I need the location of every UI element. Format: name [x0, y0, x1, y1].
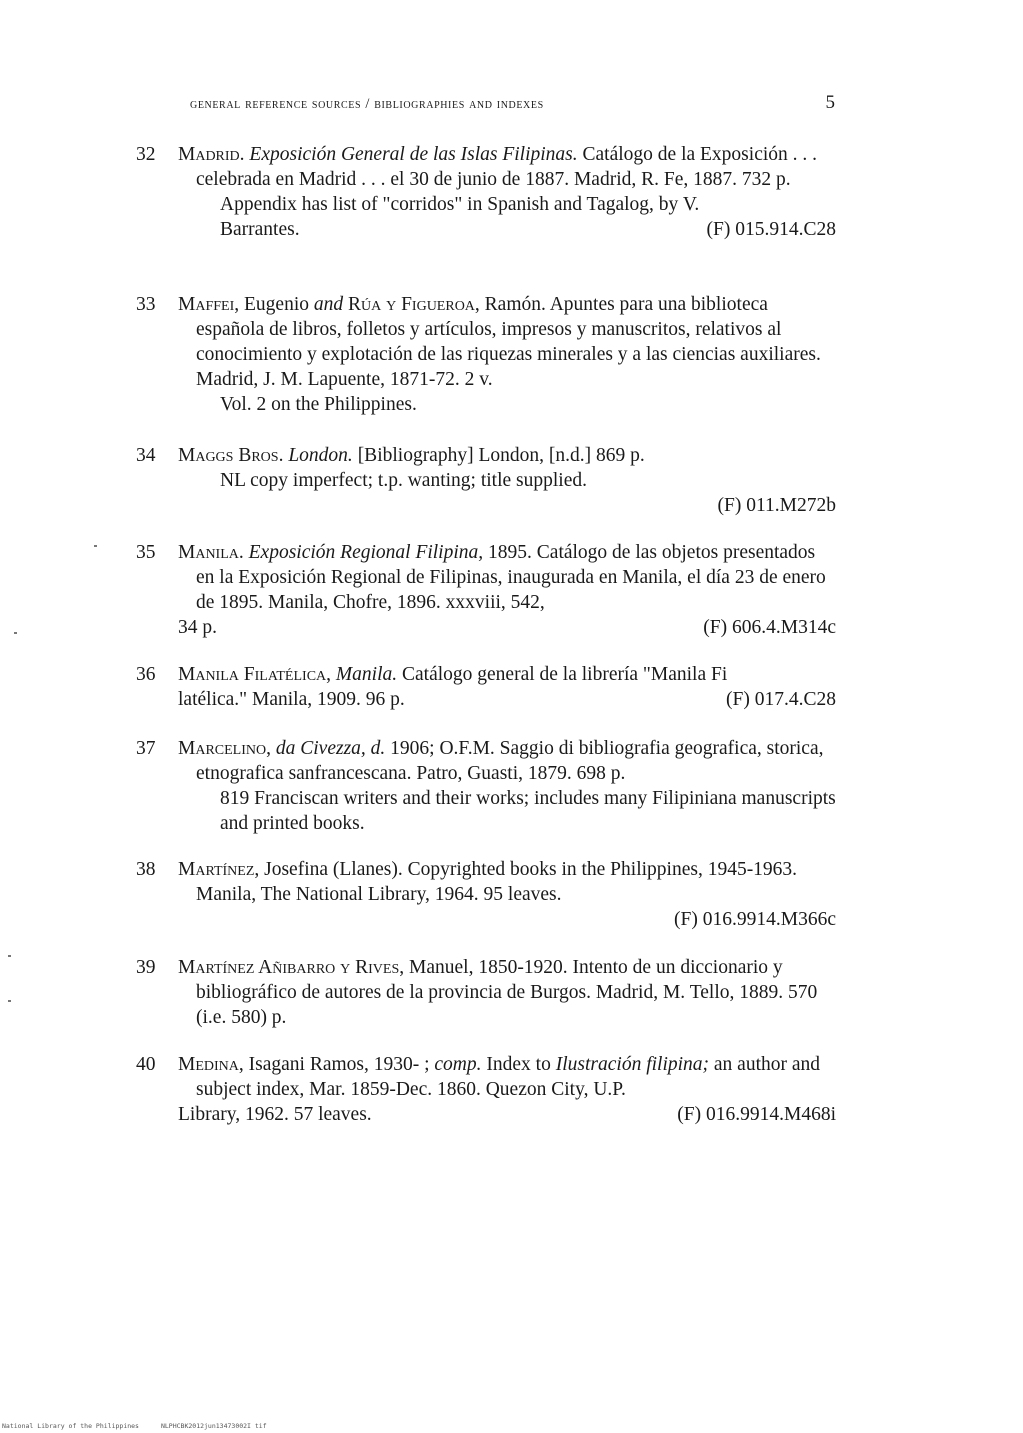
- entry-body: [178, 857, 836, 932]
- entry-text: , Manuel, 1850-1920. Intento de un diccionario y bibliográfico de autores de la provincia de Burgos. Madrid, M. Tello, 1889. 570 (i.e. 580) p.: [196, 957, 818, 1028]
- entry-title: Manila.: [335, 664, 398, 685]
- entry-note: [220, 192, 836, 242]
- entry-title: London.: [288, 445, 353, 466]
- entry-body: [178, 1052, 836, 1127]
- entry-33: [136, 292, 836, 417]
- call-number: (F) 015.914.C28: [706, 219, 836, 240]
- entry-38: [136, 857, 836, 932]
- entry-36: [136, 662, 836, 712]
- entry-text: Catálogo general de la librería "Manila Fi: [397, 664, 728, 685]
- entry-note: Vol. 2 on the Philippines.: [220, 394, 417, 415]
- call-number: (F) 011.M272b: [717, 495, 836, 516]
- entry-number: 32: [136, 144, 156, 165]
- scan-speck: [8, 1000, 11, 1002]
- entry-37: [136, 736, 836, 836]
- entry-body: [178, 292, 836, 417]
- entry-text-pre: , Isagani Ramos, 1930- ;: [238, 1054, 435, 1075]
- entry-number: 33: [136, 294, 156, 315]
- entry-text: [Bibliography] London, [n.d.] 869 p.: [352, 445, 645, 466]
- entry-last-row: [178, 687, 836, 712]
- entry-number: 40: [136, 1054, 156, 1075]
- scan-footer: [2, 1422, 402, 1430]
- page-number: 5: [825, 92, 835, 113]
- entry-coauthor: Rúa y Figueroa: [343, 294, 475, 315]
- entry-number: 39: [136, 957, 156, 978]
- entry-last-row: [178, 615, 836, 640]
- entry-author: Maggs Bros.: [178, 445, 284, 466]
- entry-text: 1895. Catálogo de las objetos presentados en la Exposición Regional de Filipinas, inaugurada en Manila, el día 23 de enero de 1895. Manila, Chofre, 1896. xxxviii, 542,: [196, 542, 826, 613]
- scan-speck: [94, 545, 97, 547]
- entry-author: Martínez Añibarro y Rives: [178, 957, 400, 978]
- entry-role: comp.: [434, 1054, 482, 1075]
- entry-39: [136, 955, 836, 1030]
- entry-title: Ilustración filipina;: [555, 1054, 710, 1075]
- entry-author: Maffei: [178, 294, 235, 315]
- entry-text-end: Library, 1962. 57 leaves.: [178, 1104, 372, 1125]
- entry-text-end: 34 p.: [178, 617, 217, 638]
- entry-last-row: [178, 1102, 836, 1127]
- entry-joiner: and: [313, 294, 344, 315]
- note-last-row: [220, 217, 836, 242]
- entry-note: 819 Franciscan writers and their works; includes many Filipiniana manuscripts and printed books.: [220, 788, 836, 834]
- entry-40: [136, 1052, 836, 1127]
- entry-body: [178, 540, 836, 640]
- entry-body: [178, 955, 836, 1030]
- entry-number: 36: [136, 664, 156, 685]
- entry-author: Medina: [178, 1054, 239, 1075]
- entry-number: 34: [136, 445, 156, 466]
- call-number: (F) 017.4.C28: [726, 689, 836, 710]
- entry-body: [178, 443, 836, 518]
- entry-text: Apuntes para una biblioteca española de libros, folletos y artículos, impresos y manuscritos, relativos al conocimiento y explotación de las riquezas minerales y a las ciencias auxiliares. Madrid, J. M. Lapuente, 1871-72. 2 v.: [196, 294, 821, 390]
- scan-speck: [14, 632, 17, 634]
- running-head: general reference sources / bibliographies and indexes: [190, 96, 544, 112]
- entry-author: Madrid.: [178, 144, 245, 165]
- entry-body: [178, 662, 836, 712]
- scan-speck: [8, 955, 11, 957]
- entry-title: Exposición General de las Islas Filipinas.: [249, 144, 578, 165]
- entry-text: an author and subject index, Mar. 1859-Dec. 1860. Quezon City, U.P.: [196, 1054, 821, 1100]
- entry-32: [136, 142, 836, 242]
- entry-title: Exposición Regional Filipina,: [248, 542, 484, 563]
- entry-body: [178, 142, 836, 242]
- footer-source: National Library of the Philippines: [2, 1422, 139, 1430]
- entry-note: NL copy imperfect; t.p. wanting; title supplied.: [220, 470, 587, 491]
- entry-text: 1906; O.F.M. Saggio di bibliografia geografica, storica, etnografica sanfrancescana. Patro, Guasti, 1879. 698 p.: [196, 738, 824, 784]
- entry-author: Martínez: [178, 859, 255, 880]
- note-text: Appendix has list of "corridos" in Spanish and Tagalog, by V.: [220, 194, 700, 215]
- entry-34: [136, 443, 836, 518]
- entry-35: [136, 540, 836, 640]
- entry-number: 37: [136, 738, 156, 759]
- note-text-end: Barrantes.: [220, 219, 300, 240]
- page-header: [190, 92, 835, 114]
- call-number: (F) 016.9914.M468i: [677, 1104, 836, 1125]
- entry-body: [178, 736, 836, 836]
- entry-number: 35: [136, 542, 156, 563]
- call-number: (F) 016.9914.M366c: [674, 909, 836, 930]
- entry-author: Manila.: [178, 542, 244, 563]
- entry-text-end: latélica." Manila, 1909. 96 p.: [178, 689, 405, 710]
- entry-text: , Josefina (Llanes). Copyrighted books in the Philippines, 1945-1963. Manila, The National Library, 1964. 95 leaves.: [196, 859, 798, 905]
- entry-author: Marcelino,: [178, 738, 271, 759]
- entry-title: da Civezza, d.: [275, 738, 386, 759]
- entry-author: Manila Filatélica,: [178, 664, 332, 685]
- footer-file-id: NLPHCBK2012jun13473002I tif: [160, 1422, 267, 1430]
- entry-coauthor-rest: , Ramón.: [474, 294, 546, 315]
- entry-text-mid: Index to: [481, 1054, 556, 1075]
- entry-text: Catálogo de la Exposición . . . celebrada en Madrid . . . el 30 de junio de 1887. Madrid, R. Fe, 1887. 732 p.: [196, 144, 818, 190]
- entry-number: 38: [136, 859, 156, 880]
- entry-author-rest: , Eugenio: [234, 294, 314, 315]
- call-number: (F) 606.4.M314c: [703, 617, 836, 638]
